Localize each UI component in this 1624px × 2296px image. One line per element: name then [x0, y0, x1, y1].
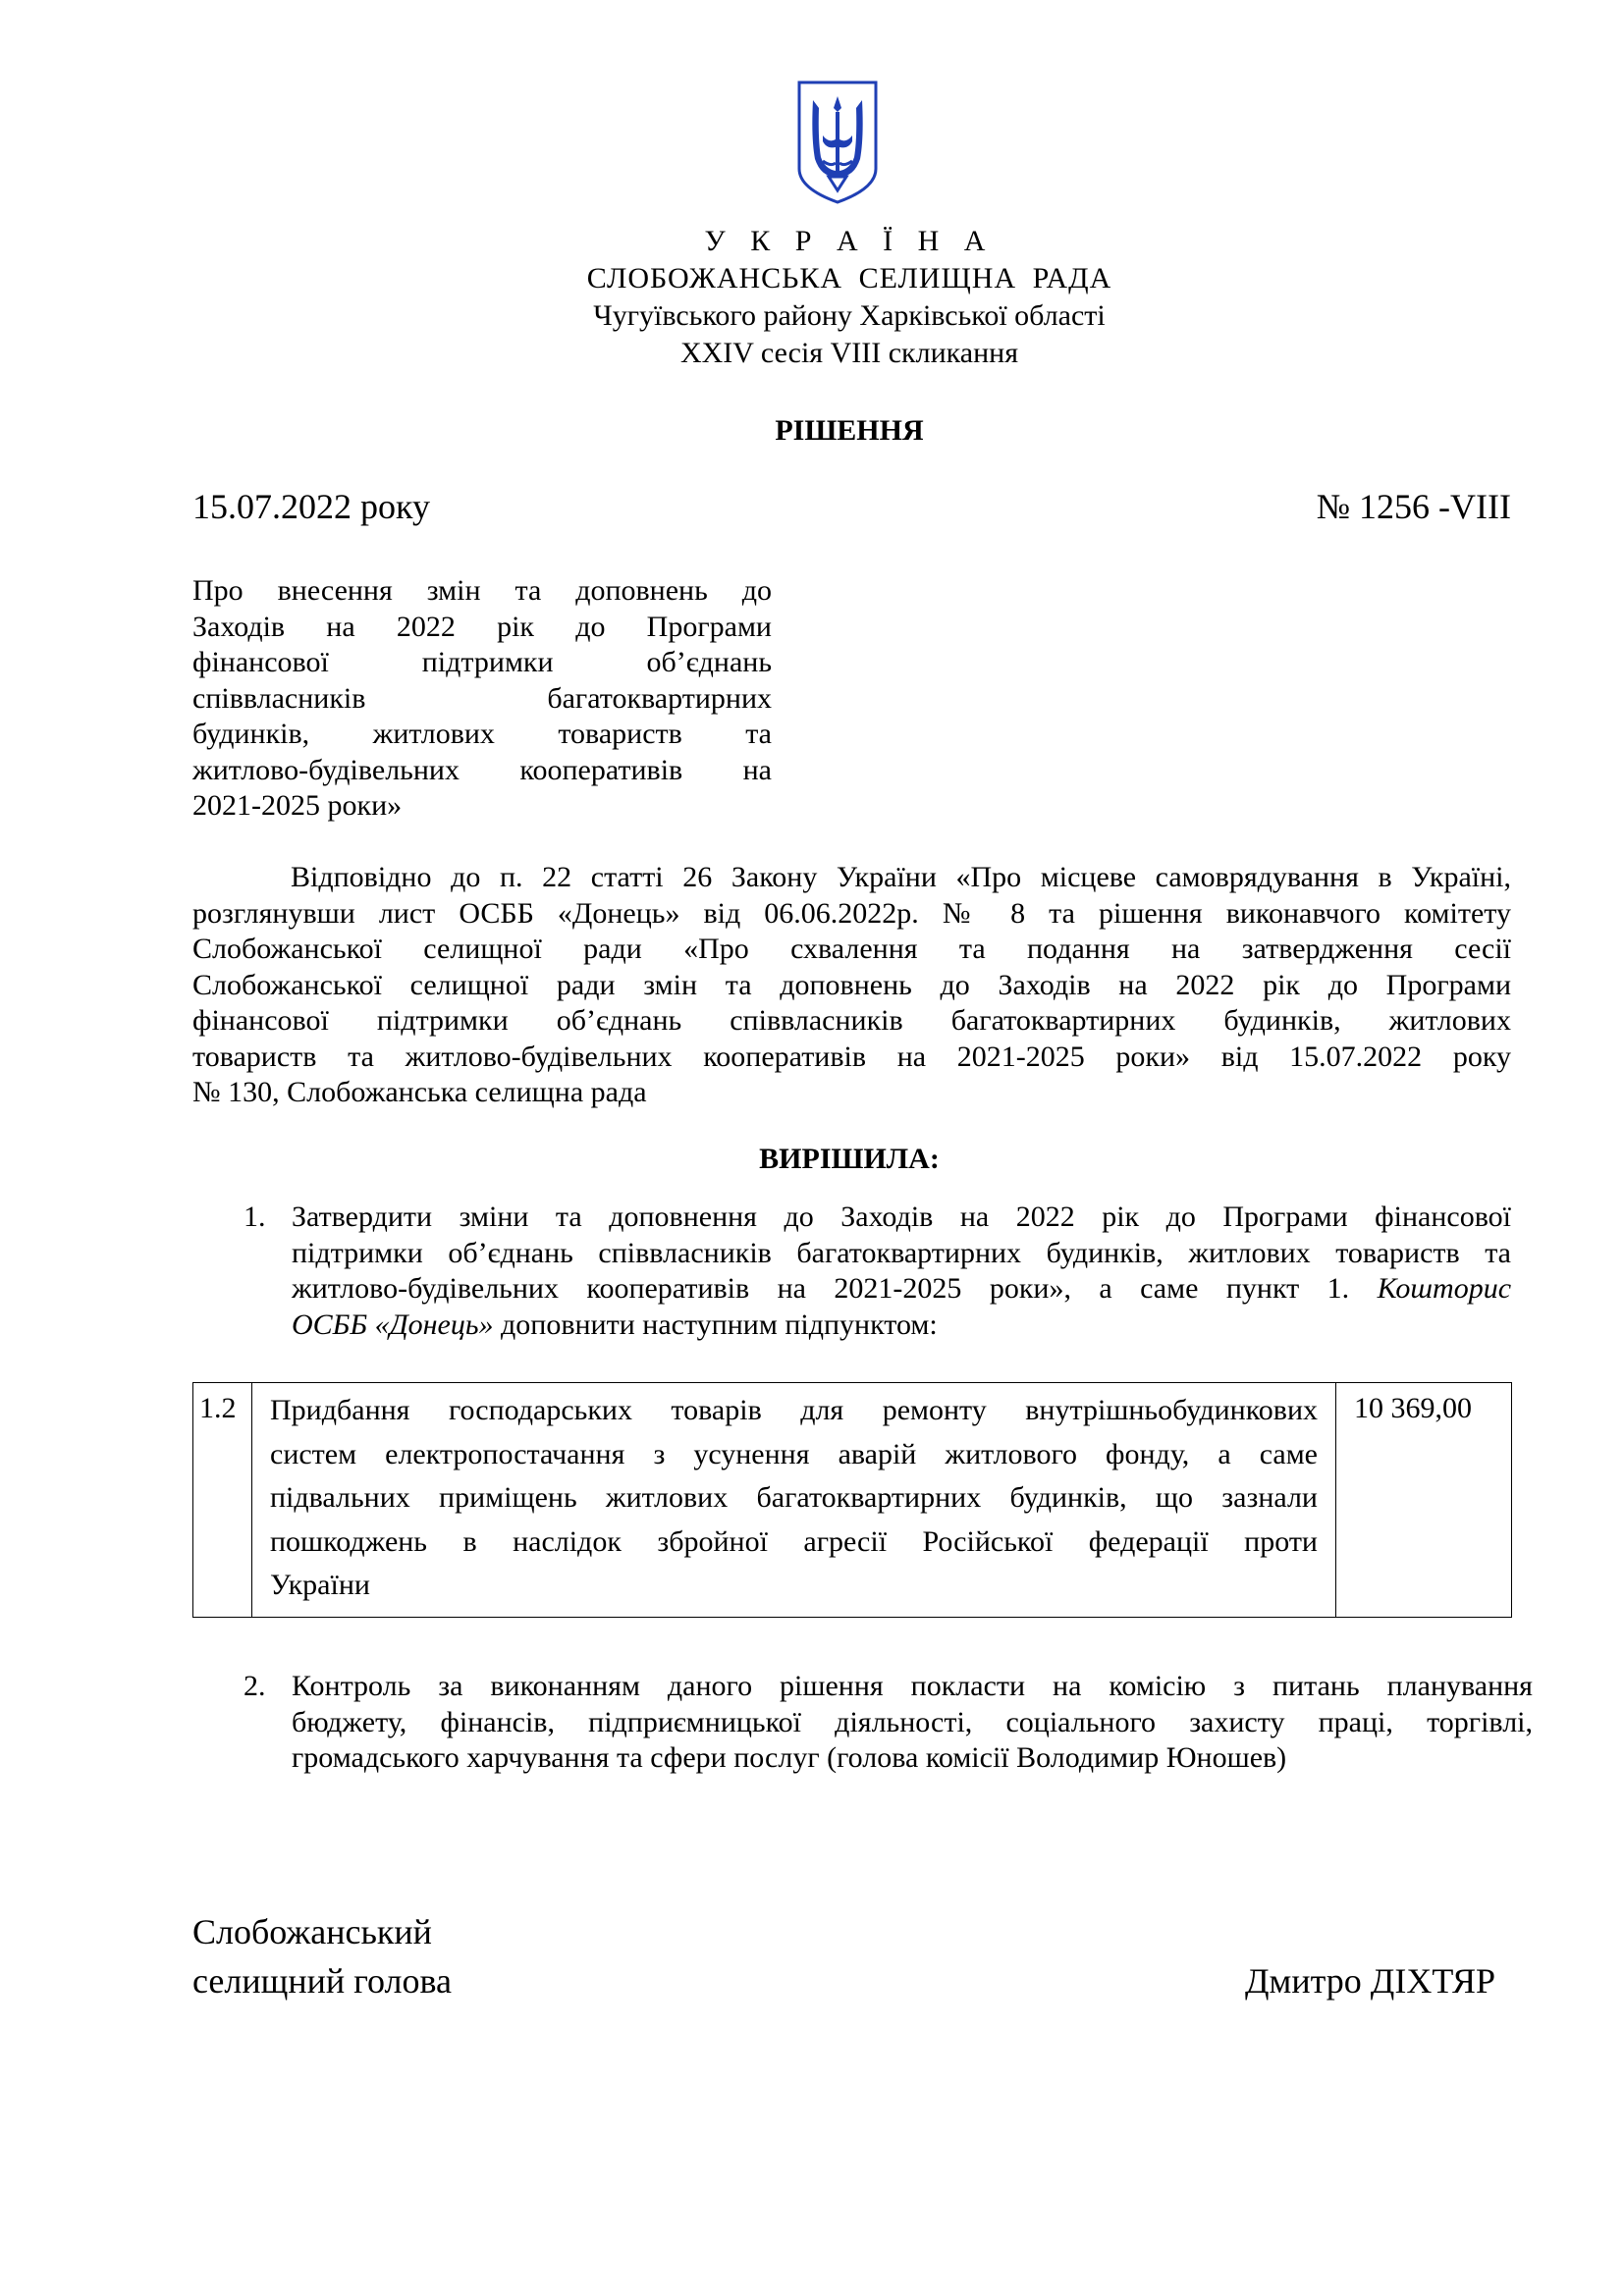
preamble-line: фінансової підтримки об’єднань співвласників багатоквартирних будинків, житлових — [192, 1004, 1511, 1037]
item-1-line-rest: доповнити наступним підпунктом: — [493, 1308, 938, 1341]
signature-position-line2: селищний голова — [192, 1961, 453, 2001]
preamble-line: № 130, Слобожанська селищна рада — [192, 1076, 647, 1108]
item-2-line: Контроль за виконанням даного рішення покласти на комісію з питань планування — [292, 1670, 1533, 1702]
subject-line: будинків, житлових товариств та — [192, 718, 772, 750]
preamble-line: товариств та житлово-будівельних кооперативів на 2021-2025 роки» від 15.07.2022 року — [192, 1040, 1511, 1073]
table-description-line: пошкоджень в наслідок збройної агресії Російської федерації проти — [270, 1524, 1318, 1558]
document-title: РІШЕННЯ — [775, 414, 924, 447]
item-1-line-text: житлово-будівельних кооперативів на 2021-2025 роки», а саме пункт 1. — [292, 1272, 1350, 1305]
header-session: XXIV сесія VIII скликання — [679, 337, 1019, 369]
coat-of-arms-icon — [793, 79, 882, 206]
item-1-line — [292, 1271, 1511, 1308]
table-cell-description — [252, 1383, 1336, 1617]
preamble-line: розглянувши лист ОСББ «Донець» від 06.06.2022р. № 8 та рішення виконавчого комітету — [192, 896, 1511, 930]
subject-line: житлово-будівельних кооперативів на — [192, 753, 772, 786]
item-1-line — [292, 1308, 1511, 1344]
decision-subject — [192, 573, 772, 825]
subject-line: Про внесення змін та доповнень до — [192, 574, 772, 607]
item-1-line: Затвердити зміни та доповнення до Заходів на 2022 рік до Програми фінансової — [292, 1201, 1511, 1233]
preamble — [192, 860, 1511, 1111]
table-description-line: України — [270, 1569, 370, 1601]
item-1-line: підтримки об’єднань співвласників багатоквартирних будинків, житлових товариств та — [292, 1236, 1511, 1269]
table-description-line: Придбання господарських товарів для ремонту внутрішньобудинкових — [270, 1394, 1318, 1426]
preamble-line: Слобожанської селищної ради «Про схвалення та подання на затвердження сесії — [192, 933, 1511, 965]
subject-line: фінансової підтримки об’єднань — [192, 646, 772, 678]
subject-line: співвласників багатоквартирних — [192, 681, 772, 715]
decision-number: № 1256 -VIII — [1316, 487, 1511, 526]
decision-date: 15.07.2022 року — [192, 487, 430, 526]
item-2-line: бюджету, фінансів, підприємницької діяльності, соціального захисту праці, торгівлі, — [292, 1705, 1533, 1738]
subject-line: Заходів на 2022 рік до Програми — [192, 610, 772, 643]
table-cell-code: 1.2 — [193, 1383, 252, 1617]
table-description-line: систем електропостачання з усунення аварій житлового фонду, а саме — [270, 1437, 1318, 1470]
item-1-text — [292, 1200, 1511, 1343]
signature-position-line1: Слобожанський — [192, 1912, 432, 1951]
item-2-line: громадського харчування та сфери послуг (голова комісії Володимир Юношев) — [292, 1741, 1287, 1774]
preamble-line: Відповідно до п. 22 статті 26 Закону України «Про місцеве самоврядування в Україні, — [291, 861, 1511, 893]
header-district: Чугуївського району Харківської області — [593, 299, 1106, 332]
item-2-number: 2. — [244, 1670, 266, 1702]
table-cell-amount: 10 369,00 — [1354, 1392, 1472, 1424]
item-2-text — [292, 1669, 1533, 1777]
subject-line: 2021-2025 роки» — [192, 789, 403, 822]
table-description-line: підвальних приміщень житлових багатоквартирних будинків, що зазнали — [270, 1481, 1318, 1514]
item-1-italic-estimate: Кошторис — [1377, 1272, 1512, 1305]
signature-name: Дмитро ДІХТЯР — [1245, 1961, 1495, 2001]
measures-table — [192, 1382, 1512, 1618]
preamble-line: Слобожанської селищної ради змін та доповнень до Заходів на 2022 рік до Програми — [192, 968, 1511, 1001]
header-council: СЛОБОЖАНСЬКА СЕЛИЩНА РАДА — [586, 262, 1112, 294]
decided-heading: ВИРІШИЛА: — [759, 1143, 940, 1175]
header-country: У К Р А Ї Н А — [704, 225, 995, 257]
item-1-italic-osbb: ОСББ «Донець» — [292, 1308, 494, 1341]
item-1-number: 1. — [244, 1201, 266, 1233]
